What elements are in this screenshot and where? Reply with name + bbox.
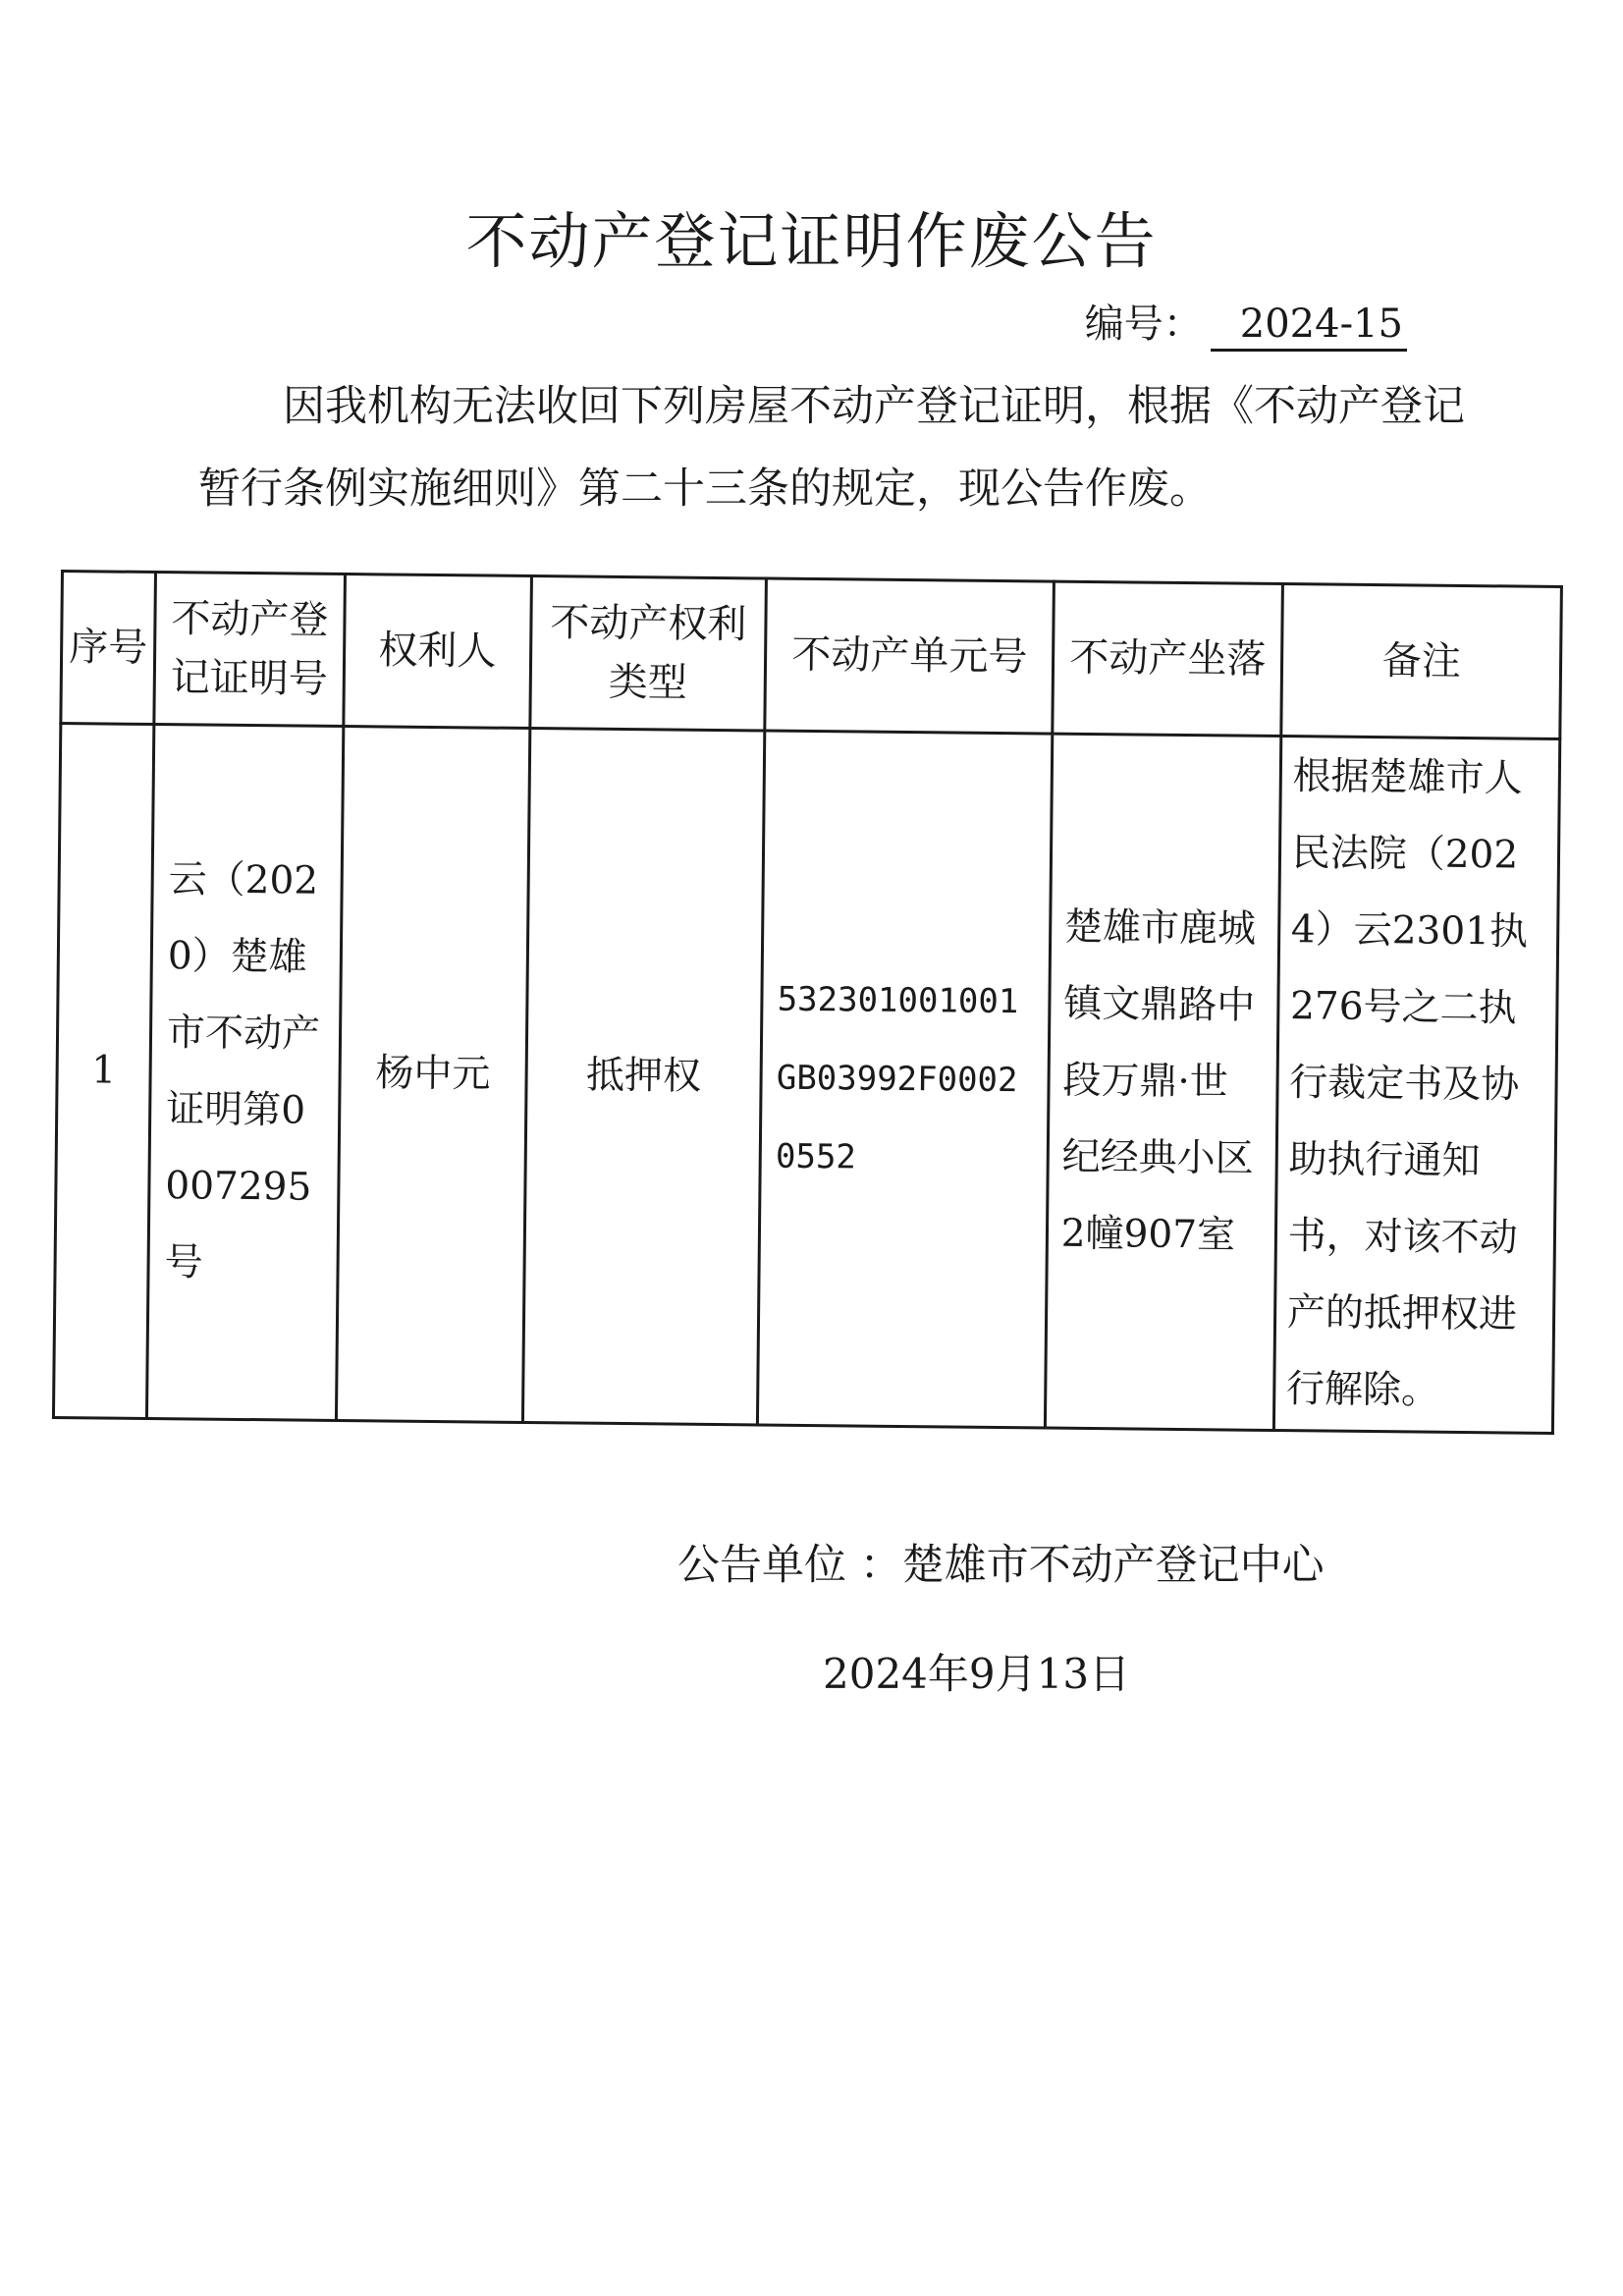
unit-no-text: 532301001001GB03992F00020552 (775, 979, 1019, 1177)
issuer-line (677, 1532, 1325, 1592)
cell-remark (1274, 737, 1560, 1434)
serial-label: 编号： (1084, 301, 1203, 347)
header-holder: 权利人 (344, 574, 531, 729)
table-row (53, 724, 1559, 1434)
header-cert-no: 不动产登记证明号 (154, 573, 345, 727)
header-seq: 序号 (61, 572, 156, 725)
announcement-date: 2024年9月13日 (823, 1650, 1131, 1698)
issuer-separator: ： (859, 1541, 902, 1590)
page-title: 不动产登记证明作废公告 (465, 205, 1158, 277)
header-remark: 备注 (1281, 584, 1561, 739)
header-unit-no: 不动产单元号 (765, 578, 1055, 734)
serial-line (1085, 293, 1407, 352)
cell-location (1046, 734, 1282, 1430)
cell-seq: 1 (53, 724, 153, 1419)
cell-holder: 杨中元 (336, 727, 529, 1423)
records-table (52, 570, 1563, 1435)
remark-text: 根据楚雄市人民法院（2024）云2301执276号之二执行裁定书及协助执行通知书，对该不动产的抵押权进行解除。 (1285, 754, 1529, 1413)
cell-right-type: 抵押权 (522, 729, 765, 1425)
table-header-row (61, 572, 1562, 739)
serial-number: 2024-15 (1211, 301, 1407, 352)
location-text: 楚雄市鹿城镇文鼎路中段万鼎·世纪经典小区2幢907室 (1060, 904, 1257, 1258)
cell-unit-no (758, 731, 1053, 1428)
cell-cert-no (147, 725, 344, 1421)
cert-no-text: 云（2020）楚雄市不动产证明第0007295号 (164, 857, 321, 1285)
header-right-type: 不动产权利类型 (529, 576, 766, 732)
intro-paragraph: 因我机构无法收回下列房屋不动产登记证明，根据《不动产登记暂行条例实施细则》第二十三条的规定，现公告作废。 (198, 382, 1465, 514)
header-location: 不动产坐落 (1053, 581, 1283, 736)
issuer-label: 公告单位 (677, 1541, 846, 1590)
issuer-name: 楚雄市不动产登记中心 (901, 1541, 1325, 1590)
